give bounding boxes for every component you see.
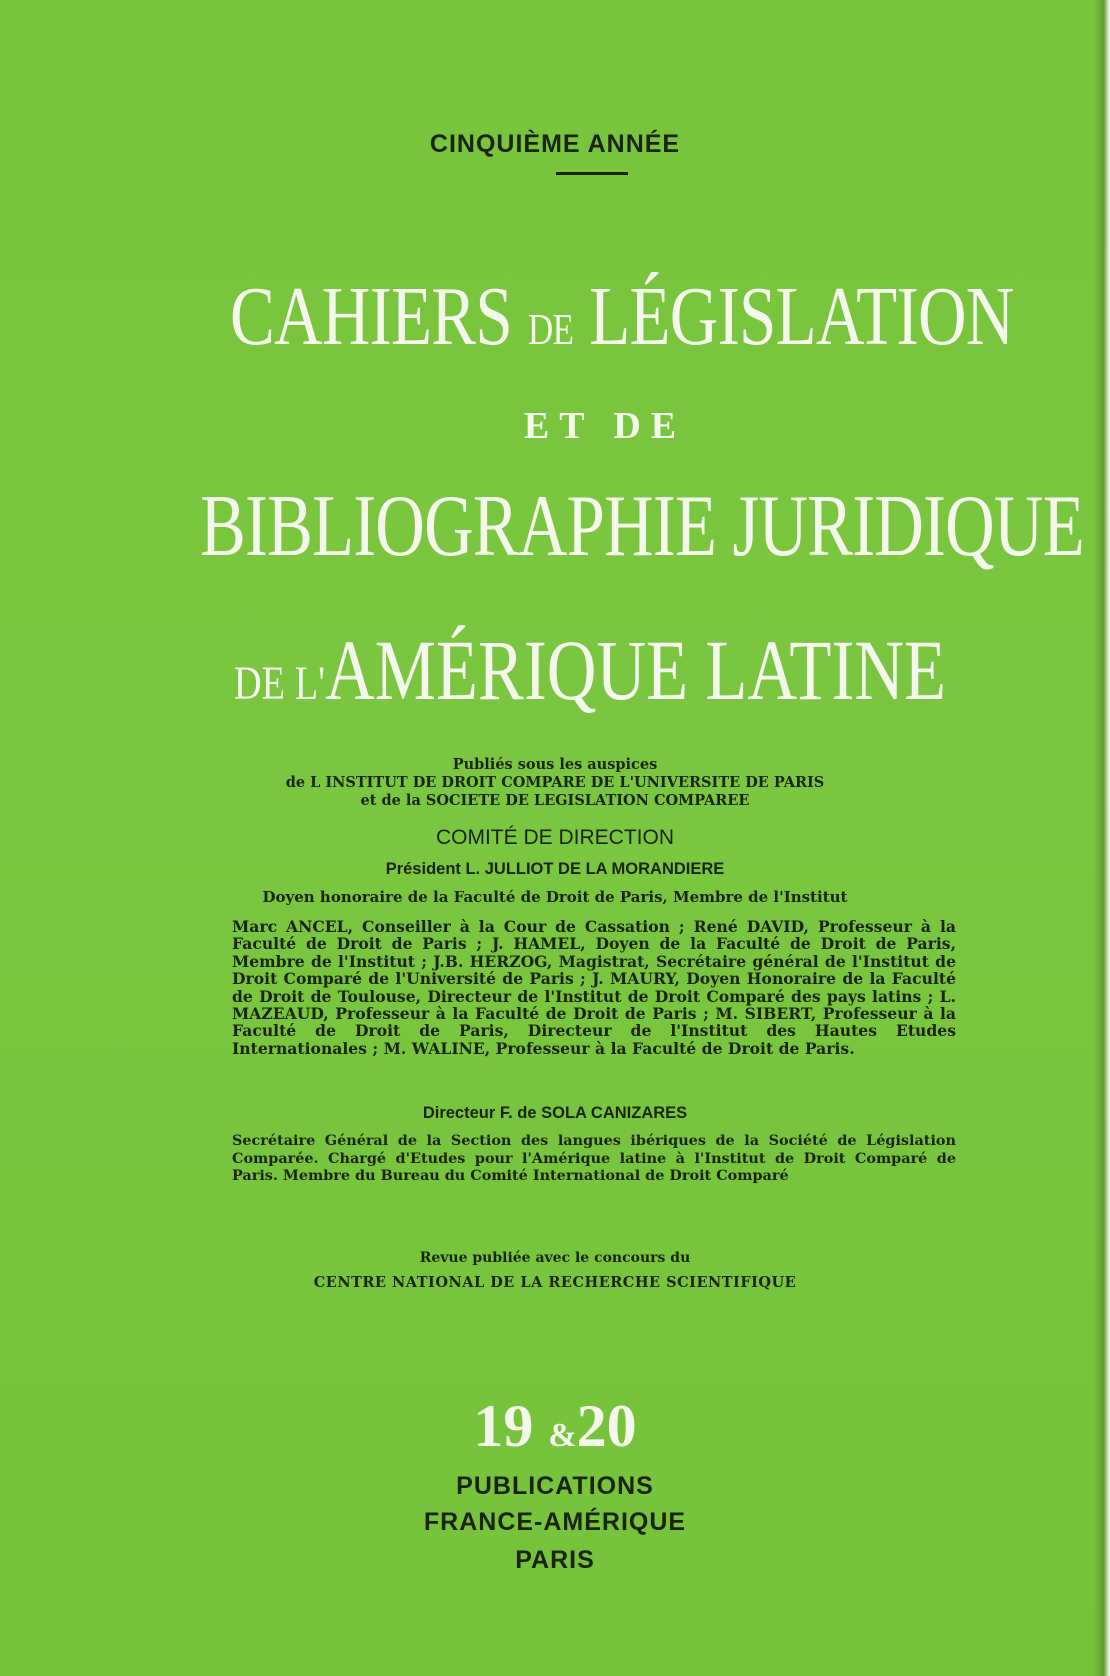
president-title: Doyen honoraire de la Faculté de Droit de Paris, Membre de l'Institut	[262, 888, 848, 906]
title-line-1	[230, 268, 1014, 365]
title-legislation: LÉGISLATION	[589, 270, 1014, 363]
auspices-line-1: Publiés sous les auspices	[452, 756, 658, 773]
support-line-1: Revue publiée avec le concours du	[419, 1250, 691, 1266]
committee-president: Président L. JULLIOT DE LA MORANDIERE	[385, 860, 725, 878]
auspices-line-2: de L INSTITUT DE DROIT COMPARE DE L'UNIVERSITE DE PARIS	[285, 774, 825, 791]
title-de-1: DE	[527, 305, 574, 354]
title-line-2: ET DE	[523, 405, 687, 447]
support-line-2: CENTRE NATIONAL DE LA RECHERCHE SCIENTIFIQUE	[313, 1274, 797, 1291]
issue-ampersand: &	[548, 1417, 577, 1454]
issue-number	[0, 1392, 1110, 1461]
page-edge	[1094, 0, 1110, 1676]
issue-number-1: 19	[473, 1393, 534, 1459]
publisher-line-1: PUBLICATIONS	[456, 1472, 654, 1500]
publisher-line-2: FRANCE-AMÉRIQUE	[423, 1508, 687, 1536]
edition-year: CINQUIÈME ANNÉE	[429, 130, 681, 158]
title-line-3: BIBLIOGRAPHIE JURIDIQUE	[200, 478, 1084, 575]
director-name: Directeur F. de SOLA CANIZARES	[422, 1104, 688, 1122]
publisher-city: PARIS	[515, 1546, 595, 1574]
title-amerique-latine: AMÉRIQUE LATINE	[325, 622, 947, 718]
auspices-line-3: et de la SOCIETE DE LEGISLATION COMPAREE	[360, 792, 750, 809]
year-divider	[556, 172, 628, 175]
title-cahiers: CAHIERS	[230, 270, 512, 363]
committee-heading: COMITÉ DE DIRECTION	[435, 826, 674, 849]
issue-number-2: 20	[576, 1393, 637, 1459]
committee-members: Marc ANCEL, Conseiller à la Cour de Cassation ; René DAVID, Professeur à la Faculté de Droit de Paris ; J. HAMEL, Doyen de la Faculté de Droit de Paris, Membre de l'Institut ; J.B. HERZOG, Magistrat, Secrétaire général de l'Institut de Droit Comparé de l'Université de Paris ; J. MAURY, Doyen Honoraire de la Faculté de Droit de Toulouse, Directeur de l'Institut de Droit Comparé des pays latins ; L. MAZEAUD, Professeur à la Faculté de Droit de Paris ; M. SIBERT, Professeur à la Faculté de Droit de Paris, Directeur de l'Institut des Hautes Etudes Internationales ; M. WALINE, Professeur à la Faculté de Droit de Paris.	[232, 917, 956, 1058]
director-description: Secrétaire Général de la Section des langues ibériques de la Société de Législation Comparée. Chargé d'Etudes pour l'Amérique latine à l'Institut de Droit Comparé de Paris. Membre du Bureau du Comité International de Droit Comparé	[232, 1132, 956, 1185]
title-line-4	[222, 620, 958, 720]
title-de-l: DE L'	[233, 657, 326, 710]
